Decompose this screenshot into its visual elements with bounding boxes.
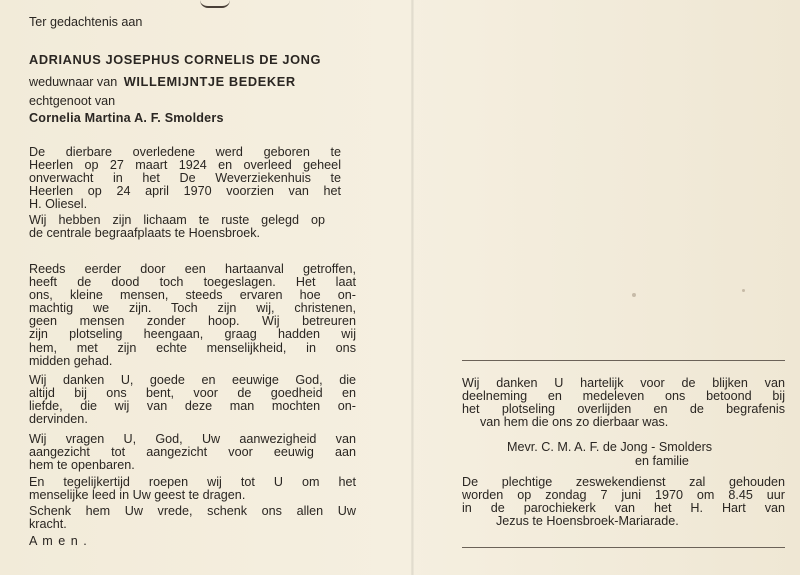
- ink-mark: [200, 0, 230, 8]
- text-line: En tegelijkertijd roepen wij tot U om het: [29, 475, 356, 489]
- text-line: van hem die ons zo dierbaar was.: [480, 415, 669, 430]
- spouse-prefix: echtgenoot van: [29, 94, 116, 108]
- spouse-name: Cornelia Martina A. F. Smolders: [29, 111, 224, 125]
- deceased-name: ADRIANUS JOSEPHUS CORNELIS DE JONG: [29, 52, 322, 67]
- text-line: Wij vragen U, God, Uw aanwezigheid van: [29, 432, 356, 446]
- text-line: onverwacht in het De Weverziekenhuis te: [29, 171, 341, 186]
- text-line: Heerlen op 24 april 1970 voorzien van het: [29, 184, 341, 199]
- text-line: kracht.: [29, 517, 67, 532]
- text-line: Wij hebben zijn lichaam te ruste gelegd op: [29, 213, 325, 227]
- text-line: Reeds eerder door een hartaanval getroffen,: [29, 262, 356, 276]
- text-line: geen mensen zonder hoop. Wij betreuren: [29, 314, 356, 329]
- intro-text: Ter gedachtenis aan: [29, 15, 143, 29]
- text-line: in de parochiekerk van het H. Hart van: [462, 501, 785, 516]
- text-line: De plechtige zeswekendienst zal gehouden: [462, 475, 785, 489]
- text-line: H. Oliesel.: [29, 197, 88, 212]
- text-line: hem te openbaren.: [29, 458, 135, 473]
- signature-names: Mevr. C. M. A. F. de Jong - Smolders: [507, 440, 713, 454]
- signature-family: en familie: [635, 454, 689, 468]
- text-line: Heerlen op 27 maart 1924 en overleed geheel: [29, 158, 341, 173]
- text-line: midden gehad.: [29, 353, 113, 368]
- text-line: zijn plotseling heengaan, graag hadden wij: [29, 327, 356, 342]
- text-line: Wij danken U hartelijk voor de blijken van: [462, 376, 785, 390]
- widower-line: [29, 74, 296, 90]
- paragraph-burial: [29, 214, 325, 240]
- text-line: Wij danken U, goede en eeuwige God, die: [29, 373, 356, 387]
- text-line: machtig we zijn. Toch zijn wij, christenen,: [29, 301, 356, 316]
- text-line: Schenk hem Uw vrede, schenk ons allen Uw: [29, 504, 356, 518]
- text-line: de centrale begraafplaats te Hoensbroek.: [29, 226, 261, 241]
- widower-of-name: WILLEMIJNTJE BEDEKER: [123, 74, 296, 89]
- paragraph-prayer-peace: [29, 505, 356, 531]
- paper-spot: [632, 293, 636, 297]
- text-line: liefde, die wij van deze man mochten on-: [29, 399, 356, 414]
- text-line: hem, met zijn echte menselijkheid, in ons: [29, 340, 356, 355]
- paragraph-reflection: [29, 263, 356, 368]
- thanks-paragraph: [462, 377, 785, 429]
- service-paragraph: [462, 476, 785, 528]
- text-line: menselijke leed in Uw geest te dragen.: [29, 488, 246, 503]
- paragraph-birth-death: [29, 146, 341, 211]
- text-line: Jezus te Hoensbroek-Mariarade.: [496, 514, 679, 529]
- paragraph-prayer-sorrow: [29, 476, 356, 502]
- bottom-divider: [462, 547, 785, 548]
- text-line: dervinden.: [29, 412, 88, 427]
- text-line: worden op zondag 7 juni 1970 om 8.45 uur: [462, 488, 785, 503]
- text-line: deelneming en medeleven ons betoond bij: [462, 389, 785, 404]
- text-line: De dierbare overledene werd geboren te: [29, 145, 341, 159]
- paper-spot: [742, 289, 745, 292]
- paragraph-prayer-presence: [29, 433, 356, 472]
- text-line: heeft de dood toch toegeslagen. Het laat: [29, 275, 356, 290]
- text-line: altijd bij ons bent, voor de goedheid en: [29, 386, 356, 401]
- card-fold: [411, 0, 414, 575]
- amen: A m e n .: [29, 534, 88, 548]
- paragraph-prayer-thanks: [29, 374, 356, 426]
- text-line: aangezicht tot aangezicht voor eeuwig aan: [29, 445, 356, 460]
- text-line: het plotseling overlijden en de begrafenis: [462, 402, 785, 417]
- top-divider: [462, 360, 785, 361]
- widower-prefix: weduwnaar van: [29, 75, 118, 89]
- text-line: ons, kleine mensen, steeds ervaren hoe on-: [29, 288, 356, 303]
